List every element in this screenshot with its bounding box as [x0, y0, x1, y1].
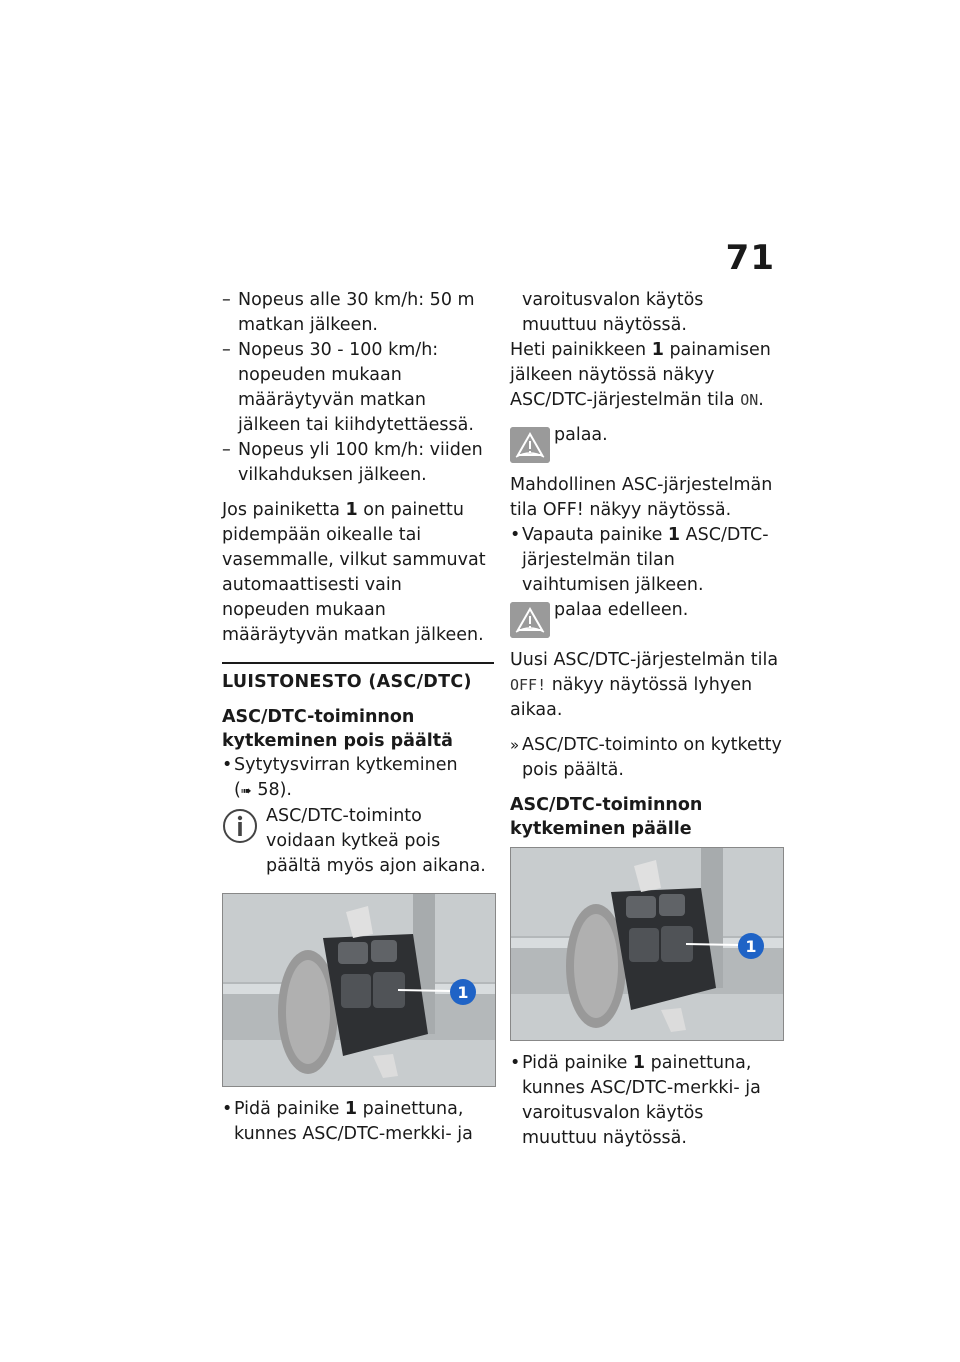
page-reference-arrow-icon: ➠ [240, 784, 252, 799]
dash-item: – Nopeus alle 30 km/h: 50 m matkan jälkeen. [222, 288, 494, 338]
paragraph: Heti painikkeen 1 painamisen jälkeen näytössä näkyy ASC/DTC-järjestelmän tila ON. [510, 340, 771, 410]
bullet-item: • Pidä painike 1 painettuna, kunnes ASC/DTC-merkki- ja varoitusvalon käytös muuttuu näytössä. [510, 1051, 782, 1151]
result-item: » ASC/DTC-toiminto on kytketty pois päältä. [510, 733, 782, 783]
warning-note [510, 598, 782, 638]
left-column [222, 288, 494, 1147]
section-heading: LUISTONESTO (ASC/DTC) [222, 662, 494, 695]
bullet-item: • Pidä painike 1 painettuna, kunnes ASC/DTC-merkki- ja [222, 1097, 494, 1147]
bullet-item: • Vapauta painike 1 ASC/DTC-järjestelmän tilan vaihtumisen jälkeen. [510, 523, 782, 598]
bullet-item: • Sytytysvirran kytkeminen (➠ 58). [222, 753, 494, 804]
dash-item: – Nopeus 30 - 100 km/h: nopeuden mukaan määräytyvän matkan jälkeen tai kiihdytettäessä. [222, 338, 494, 438]
warning-text: palaa edelleen. [554, 600, 689, 620]
info-icon [222, 808, 258, 844]
asc-dtc-warning-icon [510, 602, 550, 638]
subheading: ASC/DTC-toiminnon kytkeminen pois päältä [222, 707, 453, 751]
callout-1: 1 [457, 983, 469, 1002]
subheading: ASC/DTC-toiminnon kytkeminen päälle [510, 795, 703, 839]
dash-item: – Nopeus yli 100 km/h: viiden vilkahduksen jälkeen. [222, 438, 494, 488]
paragraph: Uusi ASC/DTC-järjestelmän tila OFF! näkyy näytössä lyhyen aikaa. [510, 650, 779, 720]
paragraph: Mahdollinen ASC-järjestelmän tila OFF! näkyy näytössä. [510, 475, 773, 520]
info-note [222, 804, 494, 879]
asc-dtc-warning-icon [510, 427, 550, 463]
handlebar-switch-photo [510, 847, 784, 1041]
warning-text: palaa. [554, 425, 608, 445]
callout-1: 1 [745, 937, 757, 956]
info-text: ASC/DTC-toiminto voidaan kytkeä pois päältä myös ajon aikana. [266, 806, 486, 876]
page-number: 71 [725, 238, 775, 278]
handlebar-switch-photo [222, 893, 496, 1087]
warning-note [510, 423, 782, 463]
continuation-text: varoitusvalon käytös muuttuu näytössä. [522, 290, 704, 335]
paragraph: Jos painiketta 1 on painettu pidempään oikealle tai vasemmalle, vilkut sammuvat automaattisesti vain nopeuden mukaan määräytyvän matkan jälkeen. [222, 500, 486, 645]
right-column [510, 288, 782, 1151]
